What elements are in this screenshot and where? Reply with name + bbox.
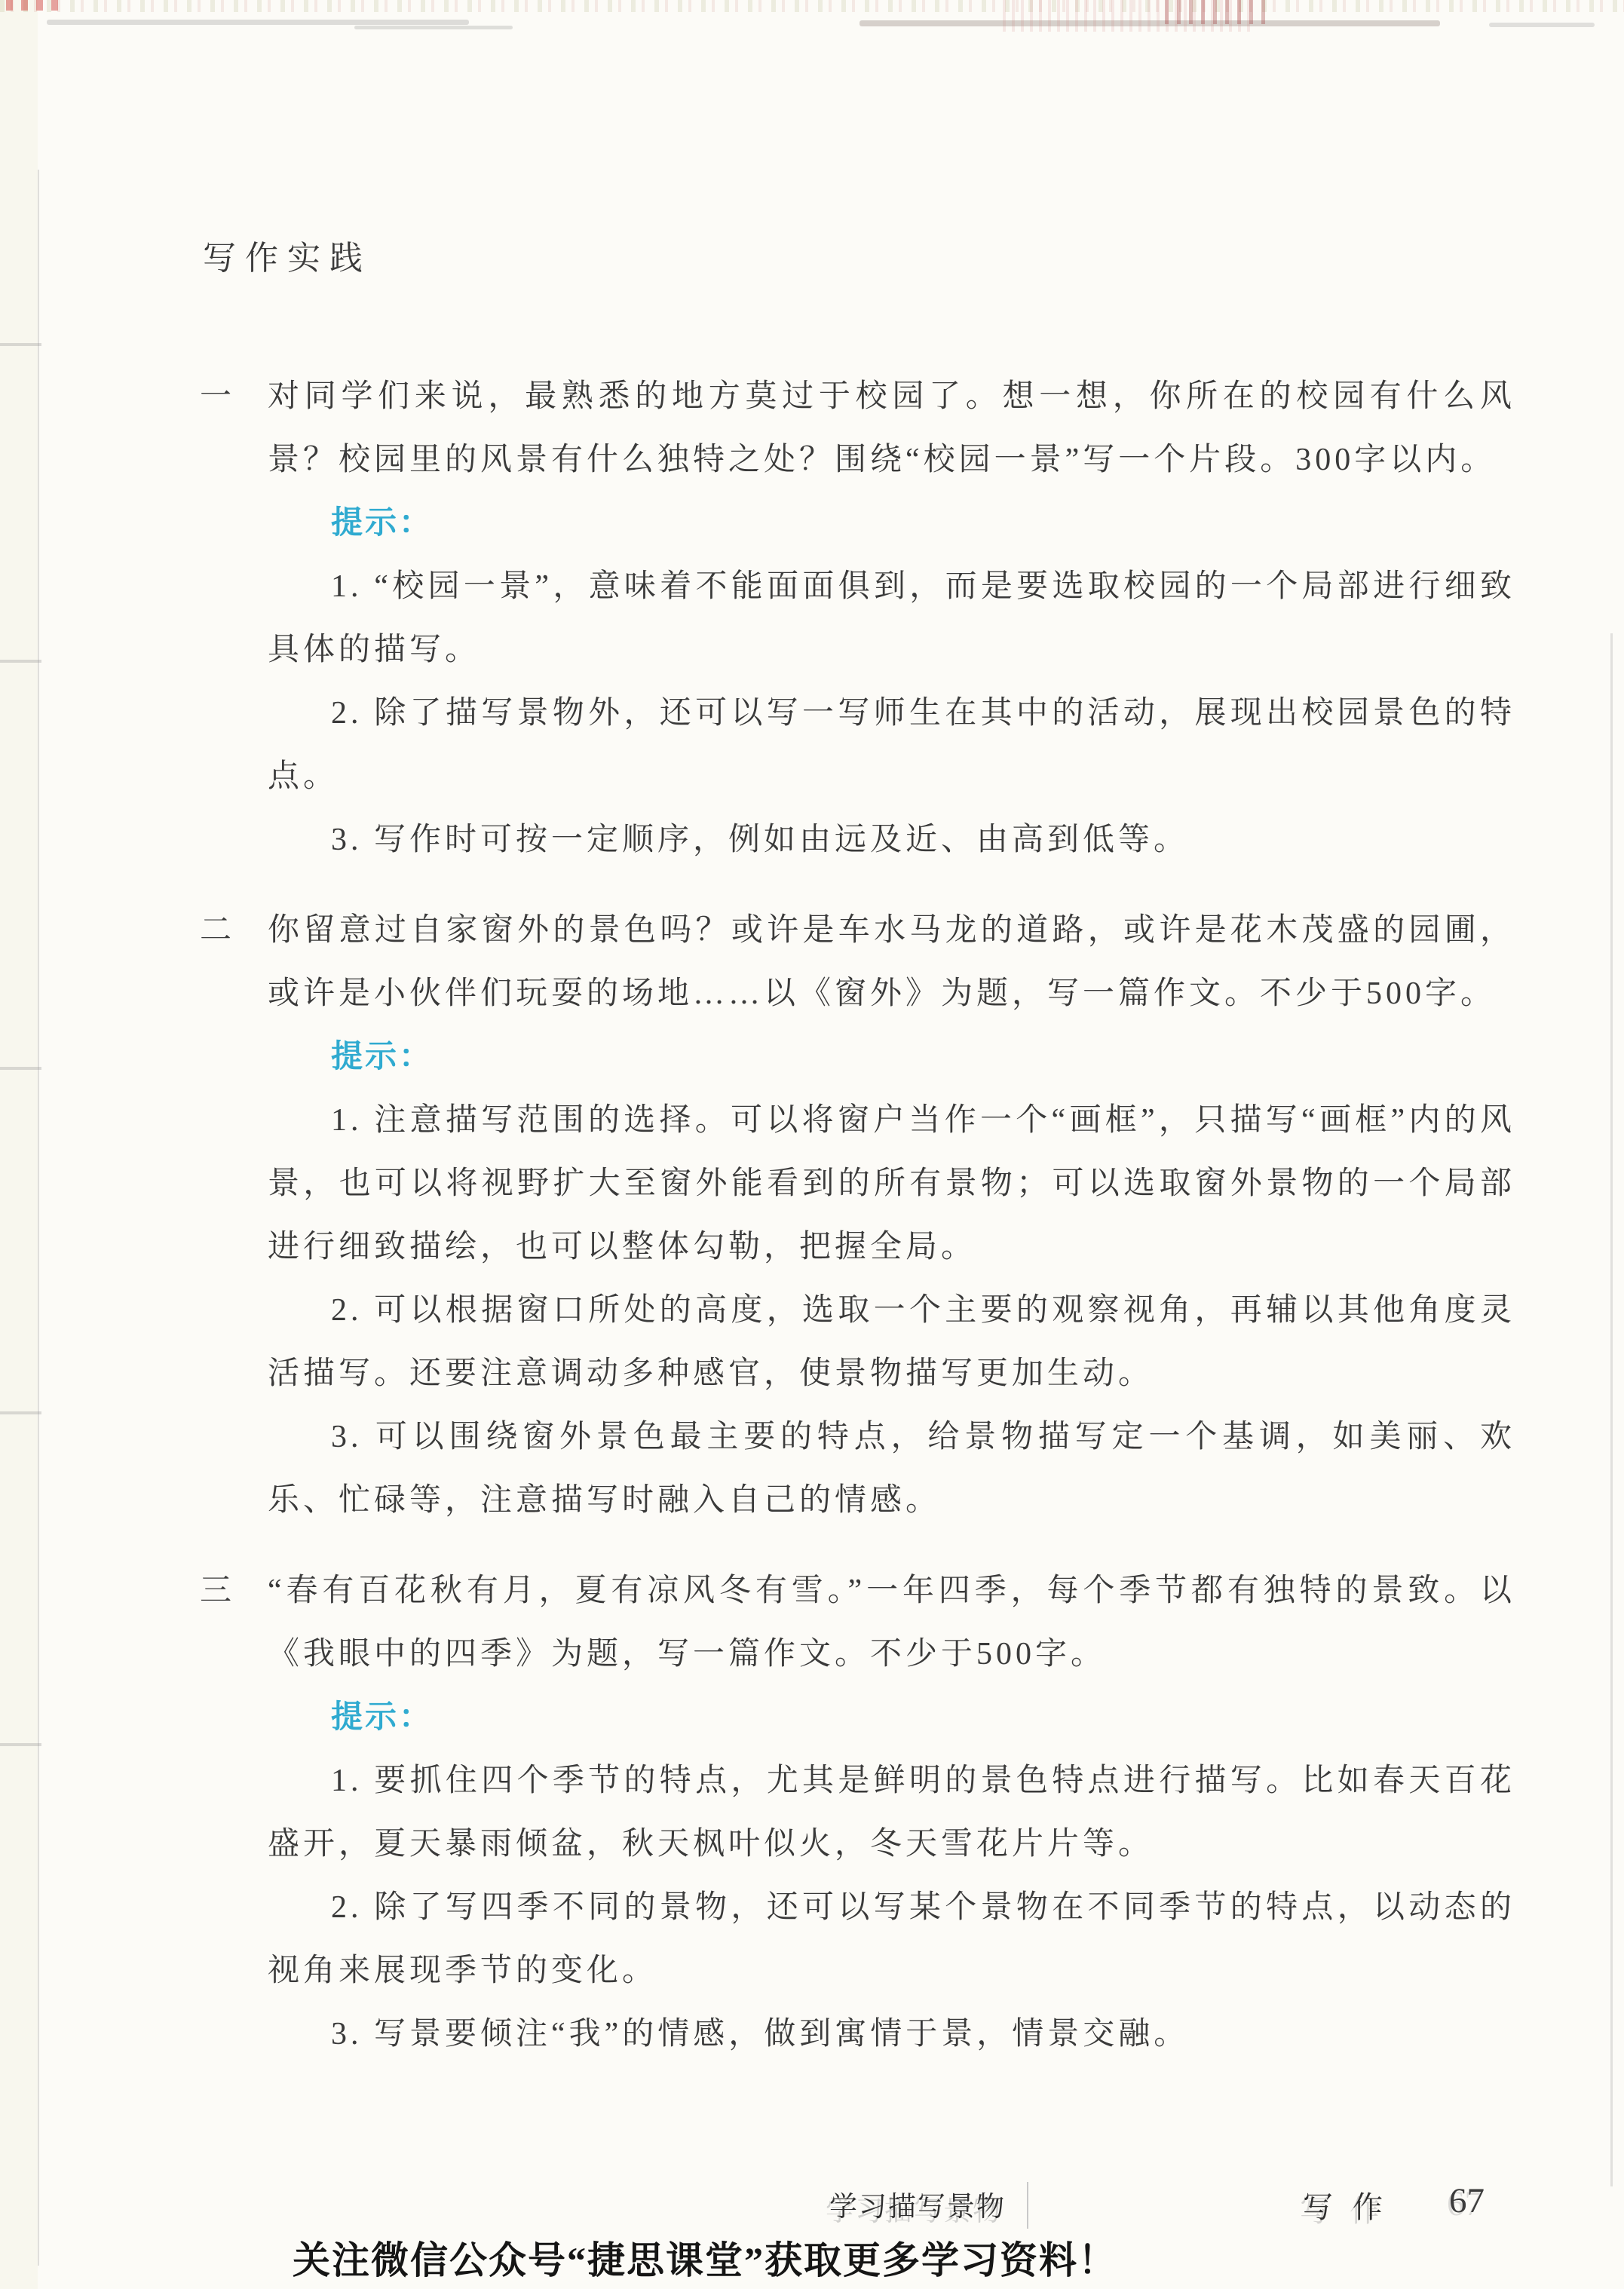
exercise-3-prompt: “春有百花秋有月，夏有凉风冬有雪。”一年四季，每个季节都有独特的景致。以《我眼中的四季》为题，写一篇作文。不少于500字。 <box>268 1573 1515 1672</box>
exercise-3-hint-1: 1. 要抓住四个季节的特点，尤其是鲜明的景色特点进行描写。比如春天百花盛开，夏天暴雨倾盆，秋天枫叶似火，冬天雪花片片等。 <box>268 1763 1515 1862</box>
exercise-3-number: 三 <box>200 1573 235 1608</box>
exercise-3-hint-label: 提示： <box>331 1700 434 1735</box>
exercise-2-prompt: 你留意过自家窗外的景色吗？或许是车水马龙的道路，或许是花木茂盛的园圃，或许是小伙伴们玩耍的场地……以《窗外》为题，写一篇作文。不少于500字。 <box>268 913 1515 1011</box>
footer-section-label: 学习描写景物 <box>829 2192 1006 2223</box>
exercise-3-hint-2: 2. 除了写四季不同的景物，还可以写某个景物在不同季节的特点，以动态的视角来展现季节的变化。 <box>268 1890 1515 1988</box>
exercise-2-hint-label: 提示： <box>331 1040 434 1074</box>
exercise-2-body <box>268 899 1515 1532</box>
footer-page-number: 67 <box>1449 2181 1485 2220</box>
exercise-1-number: 一 <box>200 379 235 414</box>
exercise-2-number: 二 <box>200 913 235 948</box>
exercise-2 <box>200 899 1515 1532</box>
exercise-1-hint-1: 1. “校园一景”，意味着不能面面俱到，而是要选取校园的一个局部进行细致具体的描写。 <box>268 569 1515 667</box>
exercise-1-body <box>268 365 1515 872</box>
exercise-1-hint-label: 提示： <box>331 506 434 541</box>
footer-watermark-caption: 关注微信公众号“捷思课堂”获取更多学习资料！ <box>293 2239 1117 2281</box>
exercise-1-hint-3: 3. 写作时可按一定顺序，例如由远及近、由高到低等。 <box>331 823 1190 857</box>
exercise-1-prompt: 对同学们来说，最熟悉的地方莫过于校园了。想一想，你所在的校园有什么风景？校园里的风景有什么独特之处？围绕“校园一景”写一个片段。300字以内。 <box>268 379 1515 477</box>
exercise-1-hint-2: 2. 除了描写景物外，还可以写一写师生在其中的活动，展现出校园景色的特点。 <box>268 696 1515 794</box>
page-title: 写作实践 <box>203 240 372 277</box>
footer-divider <box>1027 2182 1028 2229</box>
exercise-3-body <box>268 1559 1515 2066</box>
exercise-2-hint-2: 2. 可以根据窗口所处的高度，选取一个主要的观察视角，再辅以其他角度灵活描写。还要注意调动多种感官，使景物描写更加生动。 <box>268 1293 1515 1391</box>
exercise-2-hint-3: 3. 可以围绕窗外景色最主要的特点，给景物描写定一个基调，如美丽、欢乐、忙碌等，注意描写时融入自己的情感。 <box>268 1420 1515 1518</box>
exercise-2-hint-1: 1. 注意描写范围的选择。可以将窗户当作一个“画框”，只描写“画框”内的风景，也可以将视野扩大至窗外能看到的所有景物；可以选取窗外景物的一个局部进行细致描绘，也可以整体勾勒，把握全局。 <box>268 1103 1515 1264</box>
exercise-3 <box>200 1559 1515 2066</box>
footer-category-label: 写作 <box>1303 2190 1402 2224</box>
exercise-1 <box>200 365 1515 872</box>
exercise-3-hint-3: 3. 写景要倾注“我”的情感，做到寓情于景，情景交融。 <box>331 2017 1190 2052</box>
